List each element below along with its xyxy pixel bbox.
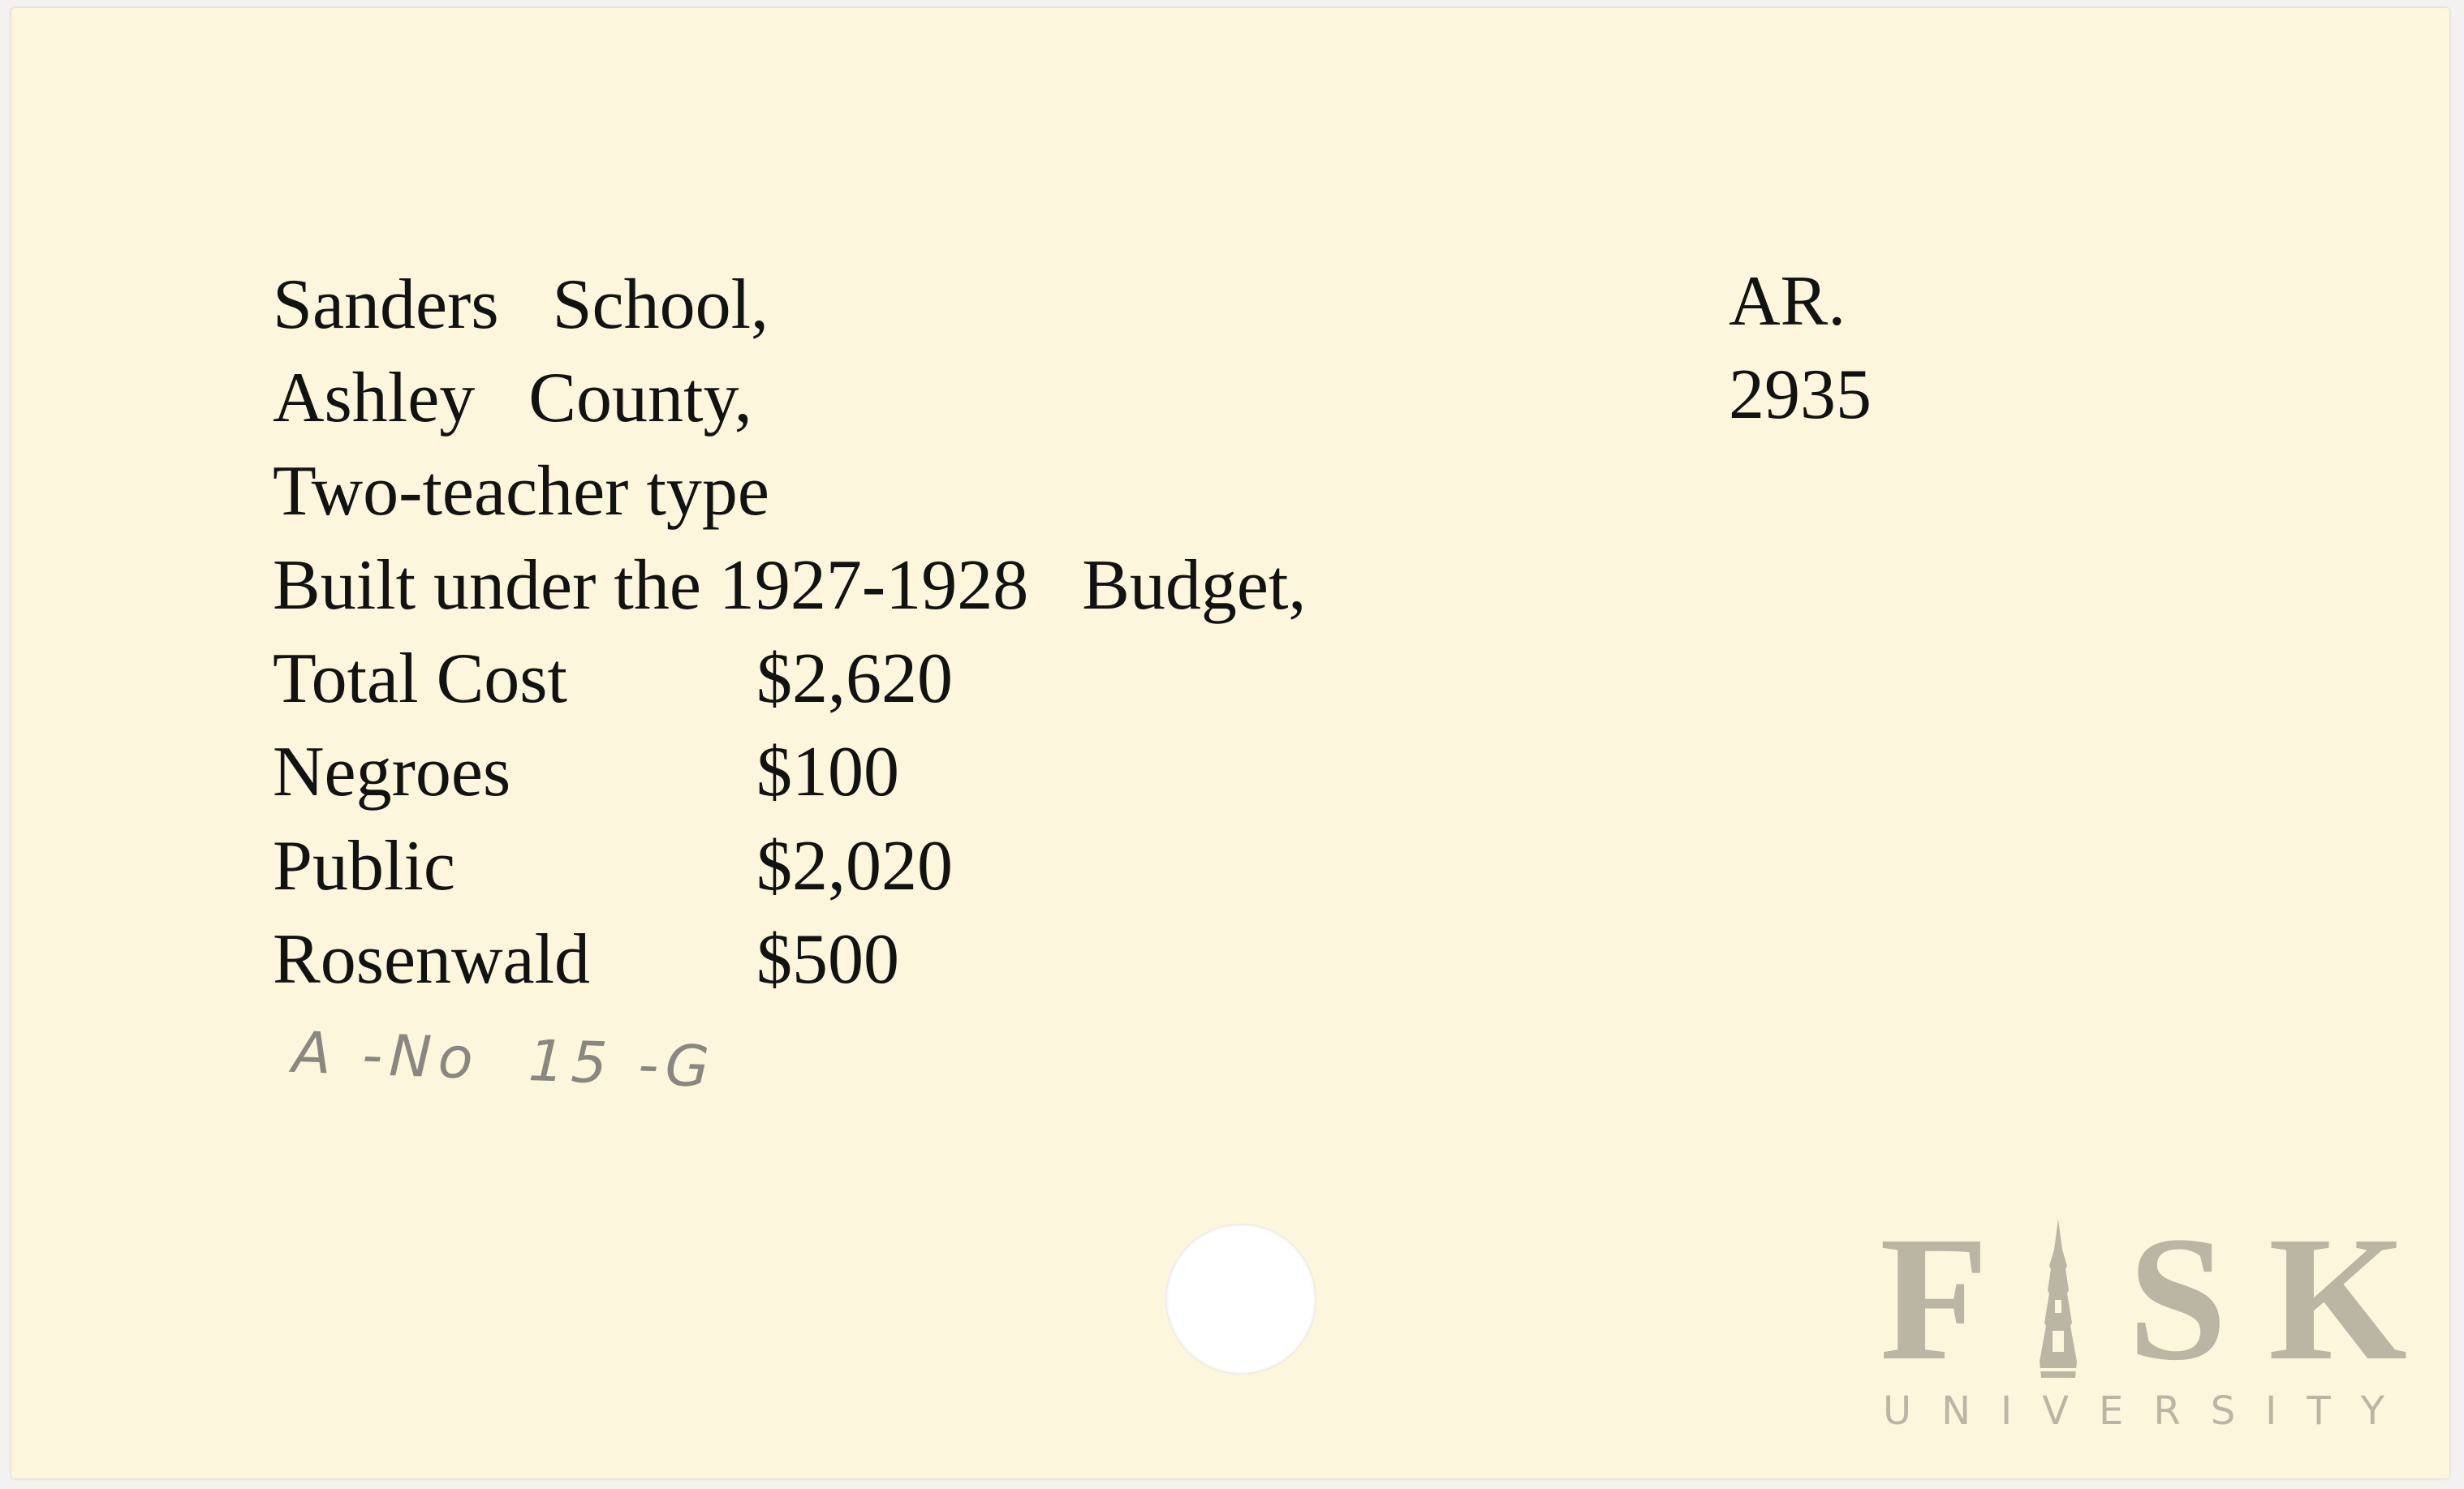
county-name: Ashley County, [273,359,752,437]
card-number: 2935 [1729,355,1872,434]
logo-subtitle: UNIVERSITY [1883,1388,2414,1434]
logo-letter-k: K [2268,1199,2407,1397]
cost-value-negroes: $100 [756,733,899,811]
cost-label-negroes: Negroes [273,733,511,811]
cost-value-total: $2,620 [756,639,953,718]
punch-hole [1165,1224,1316,1375]
state-code: AR. [1729,262,1846,341]
fisk-university-logo [1880,1199,2414,1444]
tower-icon [2030,1217,2087,1379]
logo-letter-f: F [1880,1199,1989,1397]
budget-line: Built under the 1927-1928 Budget, [273,546,1307,625]
cost-label-rosenwald: Rosenwald [273,920,591,999]
logo-wordmark [1880,1199,2407,1397]
handwritten-note: A -No 15 -G [291,1018,717,1101]
cost-value-public: $2,020 [756,827,953,906]
cost-label-total: Total Cost [273,639,567,718]
cost-label-public: Public [273,827,455,906]
school-type: Two-teacher type [273,452,769,531]
logo-letter-s: S [2127,1199,2228,1397]
cost-value-rosenwald: $500 [756,920,899,999]
school-name: Sanders School, [273,265,769,344]
